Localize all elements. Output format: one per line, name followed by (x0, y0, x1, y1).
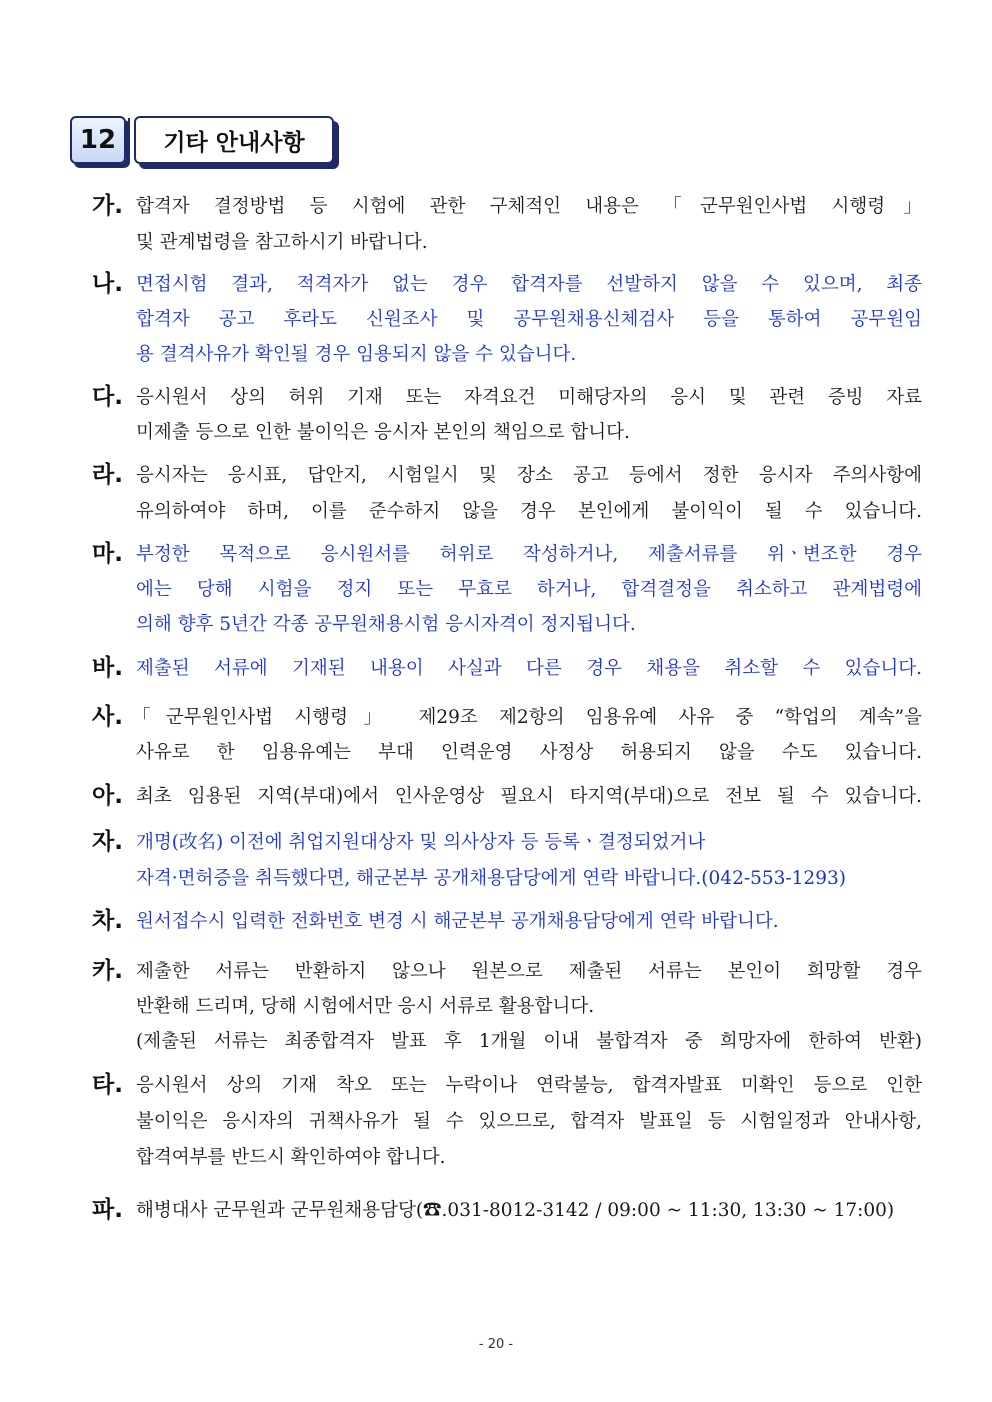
item-line: 에는 당해 시험을 정지 또는 무효로 하거나, 합격결정을 취소하고 관계법령에 (136, 579, 922, 600)
item-line: 응시원서 상의 허위 기재 또는 자격요건 미해당자의 응시 및 관련 증빙 자료 (136, 387, 922, 408)
item-line: 「군무원인사법 시행령」 제29조 제2항의 임용유예 사유 중 “학업의 계속”을 (132, 707, 922, 728)
item-line: 원서접수시 입력한 전화번호 변경 시 해군본부 공개채용담당에게 연락 바랍니다. (136, 911, 779, 932)
item-line: 응시자는 응시표, 답안지, 시험일시 및 장소 공고 등에서 정한 응시자 주의사항에 (136, 465, 922, 486)
item-marker: 다. (92, 384, 123, 410)
item-line: 반환해 드리며, 당해 시험에서만 응시 서류로 활용합니다. (136, 996, 595, 1017)
item-marker: 차. (92, 908, 123, 934)
item-line: 면접시험 결과, 적격자가 없는 경우 합격자를 선발하지 않을 수 있으며, 최종 (136, 274, 922, 295)
item-line: 의해 향후 5년간 각종 공무원채용시험 응시자격이 정지됩니다. (136, 614, 636, 635)
item-line: 합격자 결정방법 등 시험에 관한 구체적인 내용은 「군무원인사법 시행령」 (136, 196, 922, 217)
item-line: 사유로 한 임용유예는 부대 인력운영 사정상 허용되지 않을 수도 있습니다. (136, 742, 922, 763)
item-line: (제출된 서류는 최종합격자 발표 후 1개월 이내 불합격자 중 희망자에 한하여 반환) (136, 1031, 922, 1052)
item-line: 최초 임용된 지역(부대)에서 인사운영상 필요시 타지역(부대)으로 전보 될 수 있습니다. (136, 786, 922, 807)
item-marker: 카. (92, 958, 123, 984)
item-line: 유의하여야 하며, 이를 준수하지 않을 경우 본인에게 불이익이 될 수 있습니다. (136, 501, 922, 522)
item-marker: 바. (92, 655, 123, 681)
item-marker: 아. (92, 783, 123, 809)
item-line: 해병대사 군무원과 군무원채용담당(☎.031-8012-3142 / 09:00 ~ 11:30, 13:30 ~ 17:00) (136, 1200, 895, 1221)
item-line: 부정한 목적으로 응시원서를 허위로 작성하거나, 제출서류를 위ㆍ변조한 경우 (136, 544, 922, 565)
section-divider (128, 118, 130, 162)
page-number: - 20 - (478, 1337, 514, 1352)
item-line: 합격여부를 반드시 확인하여야 합니다. (136, 1147, 446, 1168)
item-line: 용 결격사유가 확인될 경우 임용되지 않을 수 있습니다. (136, 344, 577, 365)
section-title: 기타 안내사항 (134, 116, 334, 164)
item-marker: 가. (92, 193, 123, 219)
item-marker: 자. (92, 829, 123, 855)
section-number: 12 (70, 116, 126, 164)
item-marker: 마. (92, 541, 123, 567)
item-marker: 파. (92, 1197, 123, 1223)
item-marker: 타. (92, 1072, 123, 1098)
item-line: 불이익은 응시자의 귀책사유가 될 수 있으므로, 합격자 발표일 등 시험일정과 안내사항, (136, 1111, 922, 1132)
item-line: 미제출 등으로 인한 불이익은 응시자 본인의 책임으로 합니다. (136, 422, 630, 443)
item-line: 제출된 서류에 기재된 내용이 사실과 다른 경우 채용을 취소할 수 있습니다. (136, 658, 922, 679)
item-marker: 라. (92, 462, 123, 488)
item-line: 및 관계법령을 참고하시기 바랍니다. (136, 232, 428, 253)
item-line: 제출한 서류는 반환하지 않으나 원본으로 제출된 서류는 본인이 희망할 경우 (136, 961, 922, 982)
item-marker: 나. (92, 271, 123, 297)
item-line: 개명(改名) 이전에 취업지원대상자 및 의사상자 등 등록ㆍ결정되었거나 (136, 832, 706, 853)
item-marker: 사. (92, 704, 123, 730)
item-line: 응시원서 상의 기재 착오 또는 누락이나 연락불능, 합격자발표 미확인 등으로 인한 (136, 1075, 922, 1096)
item-line: 합격자 공고 후라도 신원조사 및 공무원채용신체검사 등을 통하여 공무원임 (136, 309, 922, 330)
item-line: 자격·면허증을 취득했다면, 해군본부 공개채용담당에게 연락 바랍니다.(042-553-1293) (136, 868, 846, 889)
